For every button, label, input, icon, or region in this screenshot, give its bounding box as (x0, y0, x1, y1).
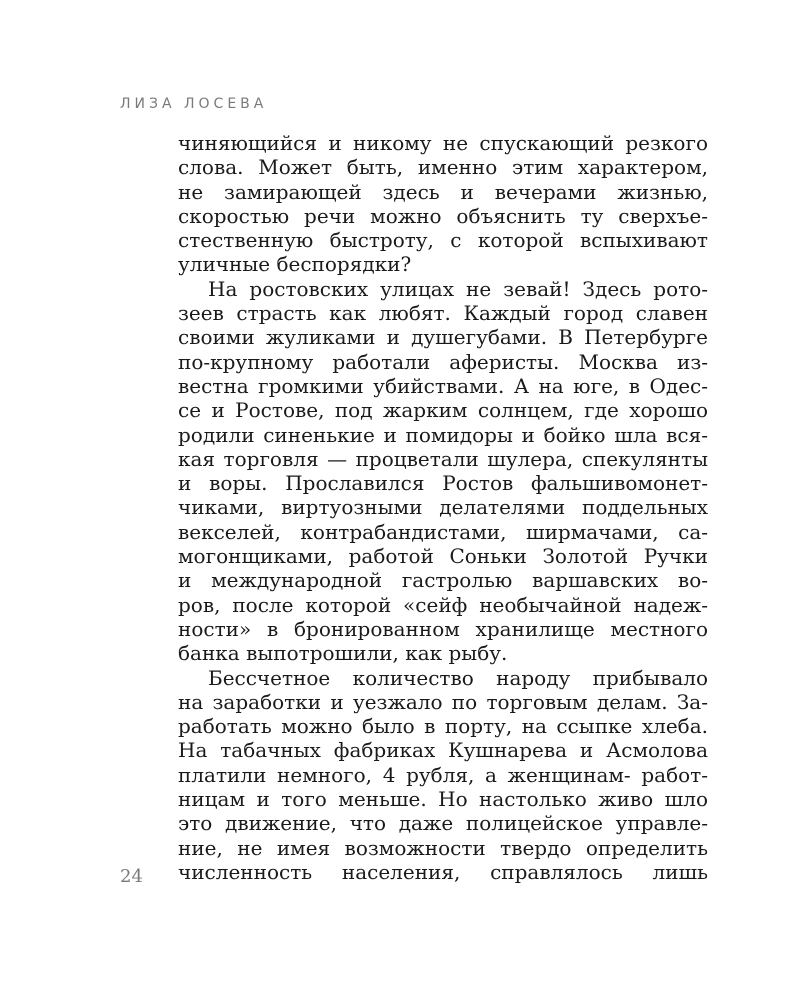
text-line: чиками, виртуозными делателями поддельных (178, 495, 708, 520)
text-line: стественную быстроту, с которой вспыхивают (178, 228, 708, 253)
text-line: ницам и того меньше. Но настолько живо шло (178, 787, 708, 812)
text-line: работать можно было в порту, на ссыпке хлеба. (178, 714, 708, 739)
text-line: зеев страсть как любят. Каждый город славен (178, 301, 708, 326)
text-line: ров, после которой «сейф необычайной надеж- (178, 592, 708, 617)
text-line: и международной гастролью варшавских во- (178, 568, 708, 593)
running-head: ЛИЗА ЛОСЕВА (120, 96, 268, 112)
text-line: чиняющийся и никому не спускающий резкого (178, 131, 708, 155)
text-line: уличные беспорядки? (178, 252, 412, 277)
text-line: банка выпотрошили, как рыбу. (178, 641, 508, 666)
text-line: по-крупному работали аферисты. Москва из- (178, 349, 708, 374)
text-line: вестна громкими убийствами. А на юге, в Одес- (178, 373, 708, 398)
body-text (178, 131, 708, 884)
text-line: се и Ростове, под жарким солнцем, где хорошо (178, 398, 708, 423)
text-line: слова. Может быть, именно этим характером, (178, 155, 708, 180)
page-number: 24 (120, 866, 143, 887)
text-line: и воры. Прославился Ростов фальшивомонет- (178, 471, 708, 496)
text-line: скоростью речи можно объяснить ту сверхъе- (178, 203, 708, 228)
text-line: ности» в бронированном хранилище местного (178, 616, 708, 641)
text-line: численность населения, справлялось лишь (178, 859, 708, 884)
text-line: могонщиками, работой Соньки Золотой Ручки (178, 544, 708, 569)
text-line: своими жуликами и душегубами. В Петербурге (178, 325, 708, 350)
text-line: на заработки и уезжало по торговым делам. За- (178, 689, 708, 714)
text-line: кая торговля — процветали шулера, спекулянты (178, 446, 708, 471)
paragraph-start-line: Бессчетное количество народу прибывало (208, 665, 708, 690)
text-line: это движение, что даже полицейское управле- (178, 811, 708, 836)
text-line: родили синенькие и помидоры и бойко шла вся- (178, 422, 708, 447)
text-line: На табачных фабриках Кушнарева и Асмолова (178, 738, 708, 763)
text-line: не замирающей здесь и вечерами жизнью, (178, 179, 708, 204)
text-line: ние, не имея возможности твердо определить (178, 835, 708, 860)
text-line: векселей, контрабандистами, ширмачами, са- (178, 519, 708, 544)
text-line: платили немного, 4 рубля, а женщинам- работ- (178, 762, 708, 787)
paragraph-start-line: На ростовских улицах не зевай! Здесь рото- (208, 276, 708, 301)
